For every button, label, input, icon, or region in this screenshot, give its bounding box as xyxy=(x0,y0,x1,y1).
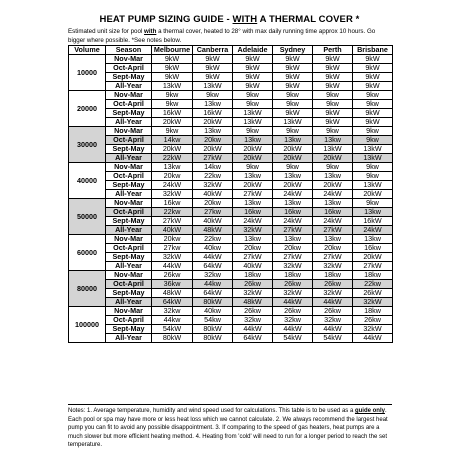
value-cell: 16kw xyxy=(353,244,393,253)
value-cell: 9kW xyxy=(353,118,393,127)
season-cell: Sept-May xyxy=(106,145,152,154)
value-cell: 9kw xyxy=(313,127,353,136)
value-cell: 32kW xyxy=(313,289,353,298)
value-cell: 9kw xyxy=(273,91,313,100)
value-cell: 13kw xyxy=(233,172,273,181)
season-cell: Sept-May xyxy=(106,217,152,226)
season-cell: Nov-Mar xyxy=(106,199,152,208)
value-cell: 9kW xyxy=(313,64,353,73)
value-cell: 27kW xyxy=(273,253,313,262)
value-cell: 9kW xyxy=(233,82,273,91)
value-cell: 9kW xyxy=(313,109,353,118)
value-cell: 9kw xyxy=(353,172,393,181)
table-row xyxy=(69,181,393,190)
value-cell: 26kw xyxy=(152,271,193,280)
value-cell: 27kW xyxy=(152,217,193,226)
intro-part1: Estimated unit size for pool xyxy=(68,28,145,35)
volume-group xyxy=(69,271,393,307)
table-row xyxy=(69,190,393,199)
value-cell: 32kw xyxy=(313,316,353,325)
value-cell: 36kw xyxy=(152,280,193,289)
value-cell: 44kW xyxy=(273,298,313,307)
value-cell: 32kw xyxy=(273,316,313,325)
value-cell: 20kW xyxy=(353,253,393,262)
value-cell: 9kW xyxy=(233,64,273,73)
value-cell: 16kw xyxy=(233,208,273,217)
value-cell: 9kW xyxy=(353,82,393,91)
value-cell: 9kw xyxy=(353,91,393,100)
value-cell: 13kw xyxy=(353,208,393,217)
season-cell: All-Year xyxy=(106,226,152,235)
value-cell: 44kW xyxy=(313,298,353,307)
table-row xyxy=(69,271,393,280)
value-cell: 26kw xyxy=(273,280,313,289)
table-row xyxy=(69,154,393,163)
volume-cell: 10000 xyxy=(69,55,106,91)
value-cell: 9kW xyxy=(233,73,273,82)
value-cell: 24kW xyxy=(353,226,393,235)
value-cell: 32kW xyxy=(152,190,193,199)
value-cell: 20kw xyxy=(193,136,233,145)
season-cell: Oct-April xyxy=(106,316,152,325)
value-cell: 26kw xyxy=(233,280,273,289)
value-cell: 9kw xyxy=(152,100,193,109)
title-underlined: WITH xyxy=(232,14,258,25)
value-cell: 13kW xyxy=(152,82,193,91)
value-cell: 20kW xyxy=(273,145,313,154)
value-cell: 16kw xyxy=(273,208,313,217)
column-header: Brisbane xyxy=(353,46,393,55)
value-cell: 22kw xyxy=(193,172,233,181)
season-cell: Oct-April xyxy=(106,208,152,217)
value-cell: 9kw xyxy=(313,100,353,109)
table-row xyxy=(69,91,393,100)
value-cell: 26kw xyxy=(273,307,313,316)
value-cell: 32kw xyxy=(233,316,273,325)
value-cell: 20kW xyxy=(273,154,313,163)
value-cell: 13kW xyxy=(233,109,273,118)
value-cell: 9kw xyxy=(353,127,393,136)
volume-cell: 100000 xyxy=(69,307,106,343)
value-cell: 13kW xyxy=(353,145,393,154)
table-row xyxy=(69,199,393,208)
value-cell: 22kw xyxy=(193,235,233,244)
value-cell: 20kw xyxy=(152,235,193,244)
value-cell: 9kw xyxy=(353,163,393,172)
volume-group xyxy=(69,163,393,199)
value-cell: 27kW xyxy=(313,226,353,235)
value-cell: 20kW xyxy=(152,145,193,154)
value-cell: 16kw xyxy=(313,208,353,217)
value-cell: 20kW xyxy=(273,181,313,190)
value-cell: 9kW xyxy=(313,82,353,91)
value-cell: 26kw xyxy=(313,280,353,289)
season-cell: All-Year xyxy=(106,334,152,343)
value-cell: 13kW xyxy=(313,145,353,154)
season-cell: All-Year xyxy=(106,262,152,271)
value-cell: 24kW xyxy=(152,181,193,190)
value-cell: 20kw xyxy=(233,244,273,253)
season-cell: Sept-May xyxy=(106,181,152,190)
season-cell: Oct-April xyxy=(106,172,152,181)
value-cell: 9kw xyxy=(273,100,313,109)
value-cell: 13kw xyxy=(313,136,353,145)
value-cell: 16kW xyxy=(193,109,233,118)
season-cell: Sept-May xyxy=(106,289,152,298)
value-cell: 64kW xyxy=(193,262,233,271)
value-cell: 48kW xyxy=(233,298,273,307)
value-cell: 9kw xyxy=(353,136,393,145)
value-cell: 32kW xyxy=(233,226,273,235)
season-cell: Nov-Mar xyxy=(106,163,152,172)
value-cell: 40kW xyxy=(193,217,233,226)
table-row xyxy=(69,307,393,316)
value-cell: 9kw xyxy=(353,199,393,208)
season-cell: Sept-May xyxy=(106,253,152,262)
value-cell: 27kW xyxy=(193,154,233,163)
value-cell: 9kW xyxy=(193,55,233,64)
value-cell: 24kW xyxy=(273,217,313,226)
value-cell: 22kw xyxy=(152,208,193,217)
value-cell: 80kW xyxy=(193,298,233,307)
value-cell: 13kw xyxy=(233,235,273,244)
value-cell: 14kw xyxy=(193,163,233,172)
value-cell: 9kW xyxy=(193,64,233,73)
value-cell: 40kw xyxy=(193,307,233,316)
table-row xyxy=(69,316,393,325)
value-cell: 32kW xyxy=(313,262,353,271)
value-cell: 13kw xyxy=(273,136,313,145)
value-cell: 9kw xyxy=(273,163,313,172)
value-cell: 27kw xyxy=(193,208,233,217)
value-cell: 9kW xyxy=(152,64,193,73)
table-row xyxy=(69,217,393,226)
volume-group xyxy=(69,91,393,127)
table-row xyxy=(69,244,393,253)
value-cell: 18kw xyxy=(353,307,393,316)
value-cell: 54kW xyxy=(273,334,313,343)
table-row xyxy=(69,226,393,235)
value-cell: 9kw xyxy=(233,100,273,109)
volume-cell: 40000 xyxy=(69,163,106,199)
value-cell: 32kW xyxy=(273,262,313,271)
value-cell: 54kw xyxy=(193,316,233,325)
value-cell: 13kW xyxy=(273,118,313,127)
value-cell: 80kW xyxy=(193,334,233,343)
intro-underlined: with xyxy=(144,28,157,35)
value-cell: 13kw xyxy=(193,100,233,109)
value-cell: 64kW xyxy=(193,289,233,298)
value-cell: 20kW xyxy=(233,154,273,163)
value-cell: 27kW xyxy=(353,262,393,271)
column-header: Canberra xyxy=(193,46,233,55)
column-header: Melbourne xyxy=(152,46,193,55)
column-header: Season xyxy=(106,46,152,55)
notes xyxy=(68,404,392,450)
value-cell: 32kW xyxy=(152,253,193,262)
value-cell: 27kW xyxy=(233,253,273,262)
value-cell: 16kw xyxy=(152,199,193,208)
value-cell: 32kW xyxy=(353,298,393,307)
value-cell: 9kw xyxy=(152,91,193,100)
season-cell: Oct-April xyxy=(106,64,152,73)
value-cell: 13kw xyxy=(233,199,273,208)
intro-text xyxy=(68,27,392,45)
value-cell: 32kW xyxy=(233,289,273,298)
value-cell: 9kW xyxy=(152,55,193,64)
value-cell: 20kW xyxy=(193,118,233,127)
value-cell: 9kw xyxy=(353,100,393,109)
value-cell: 18kw xyxy=(353,271,393,280)
table-row xyxy=(69,73,393,82)
table-row xyxy=(69,109,393,118)
value-cell: 44kw xyxy=(193,280,233,289)
intro-part2: a thermal cover, heated to 28° with max daily running time approx 10 hours. Go bigger where possible. *See notes below. xyxy=(68,28,376,44)
value-cell: 44kw xyxy=(152,316,193,325)
table-row xyxy=(69,298,393,307)
value-cell: 9kw xyxy=(233,91,273,100)
notes-underlined: guide only xyxy=(354,408,385,414)
notes-part2: . Each pool or spa may have more or less heat loss which we cannot calculate. 2. We always recommend the largest heat pump you can fit to avoid any possible disappointment. 3. If comparing to the speed of gas heaters, heat pumps are a much slower but more efficient heating method. 4. Heating from 'cold' will need to run for a longer period to reach the set temperature. xyxy=(68,408,388,449)
value-cell: 9kw xyxy=(313,163,353,172)
value-cell: 27kW xyxy=(233,190,273,199)
value-cell: 20kW xyxy=(353,190,393,199)
value-cell: 27kw xyxy=(152,244,193,253)
value-cell: 22kw xyxy=(353,280,393,289)
value-cell: 9kW xyxy=(353,109,393,118)
value-cell: 9kW xyxy=(273,64,313,73)
value-cell: 32kw xyxy=(193,271,233,280)
value-cell: 9kW xyxy=(233,55,273,64)
table-row xyxy=(69,172,393,181)
volume-group xyxy=(69,127,393,163)
value-cell: 26kw xyxy=(233,307,273,316)
volume-cell: 80000 xyxy=(69,271,106,307)
table-row xyxy=(69,235,393,244)
value-cell: 9kw xyxy=(152,127,193,136)
season-cell: Oct-April xyxy=(106,244,152,253)
value-cell: 44kW xyxy=(353,334,393,343)
value-cell: 44kW xyxy=(193,253,233,262)
value-cell: 13kw xyxy=(273,199,313,208)
table-row xyxy=(69,253,393,262)
value-cell: 13kw xyxy=(313,172,353,181)
value-cell: 26kw xyxy=(313,307,353,316)
volume-cell: 30000 xyxy=(69,127,106,163)
value-cell: 9kW xyxy=(313,118,353,127)
sizing-table xyxy=(68,45,393,343)
value-cell: 13kw xyxy=(273,172,313,181)
value-cell: 9kW xyxy=(273,82,313,91)
value-cell: 20kW xyxy=(152,118,193,127)
season-cell: Nov-Mar xyxy=(106,127,152,136)
value-cell: 18kw xyxy=(233,271,273,280)
value-cell: 22kW xyxy=(152,154,193,163)
value-cell: 9kw xyxy=(313,91,353,100)
table-row xyxy=(69,55,393,64)
value-cell: 9kW xyxy=(273,55,313,64)
season-cell: Nov-Mar xyxy=(106,271,152,280)
value-cell: 9kW xyxy=(313,55,353,64)
value-cell: 40kW xyxy=(233,262,273,271)
column-header: Adelaide xyxy=(233,46,273,55)
season-cell: Nov-Mar xyxy=(106,91,152,100)
value-cell: 9kW xyxy=(353,73,393,82)
value-cell: 40kW xyxy=(152,226,193,235)
season-cell: Sept-May xyxy=(106,73,152,82)
table-row xyxy=(69,208,393,217)
value-cell: 13kW xyxy=(233,118,273,127)
value-cell: 13kW xyxy=(193,82,233,91)
value-cell: 16kW xyxy=(152,109,193,118)
table-row xyxy=(69,325,393,334)
value-cell: 13kw xyxy=(353,235,393,244)
value-cell: 26kW xyxy=(353,289,393,298)
value-cell: 20kw xyxy=(152,172,193,181)
value-cell: 13kW xyxy=(353,154,393,163)
season-cell: Nov-Mar xyxy=(106,55,152,64)
value-cell: 32kW xyxy=(193,181,233,190)
sizing-guide-sheet xyxy=(64,0,395,460)
value-cell: 44kW xyxy=(273,325,313,334)
value-cell: 13kw xyxy=(152,163,193,172)
season-cell: All-Year xyxy=(106,118,152,127)
season-cell: Nov-Mar xyxy=(106,235,152,244)
season-cell: Sept-May xyxy=(106,109,152,118)
value-cell: 13kW xyxy=(353,181,393,190)
value-cell: 44kW xyxy=(313,325,353,334)
value-cell: 9kW xyxy=(313,73,353,82)
value-cell: 32kW xyxy=(353,325,393,334)
value-cell: 9kw xyxy=(273,127,313,136)
value-cell: 9kW xyxy=(152,73,193,82)
volume-cell: 60000 xyxy=(69,235,106,271)
season-cell: All-Year xyxy=(106,298,152,307)
value-cell: 13kw xyxy=(313,199,353,208)
volume-group xyxy=(69,55,393,91)
season-cell: All-Year xyxy=(106,82,152,91)
value-cell: 27kW xyxy=(273,226,313,235)
table-row xyxy=(69,136,393,145)
value-cell: 40kW xyxy=(193,190,233,199)
value-cell: 16kW xyxy=(353,217,393,226)
value-cell: 20kW xyxy=(313,154,353,163)
value-cell: 27kW xyxy=(313,253,353,262)
volume-group xyxy=(69,199,393,235)
season-cell: Oct-April xyxy=(106,280,152,289)
table-row xyxy=(69,334,393,343)
title-suffix: A THERMAL COVER * xyxy=(257,14,360,25)
title-prefix: HEAT PUMP SIZING GUIDE - xyxy=(99,14,233,25)
value-cell: 9kw xyxy=(233,163,273,172)
table-row xyxy=(69,82,393,91)
volume-cell: 50000 xyxy=(69,199,106,235)
volume-group xyxy=(69,307,393,343)
value-cell: 24kW xyxy=(313,217,353,226)
value-cell: 13kw xyxy=(193,127,233,136)
season-cell: All-Year xyxy=(106,190,152,199)
value-cell: 9kw xyxy=(233,127,273,136)
value-cell: 9kW xyxy=(353,64,393,73)
value-cell: 9kW xyxy=(273,109,313,118)
value-cell: 54kW xyxy=(152,325,193,334)
value-cell: 20kW xyxy=(233,181,273,190)
table-row xyxy=(69,127,393,136)
value-cell: 18kw xyxy=(313,271,353,280)
table-row xyxy=(69,289,393,298)
value-cell: 24kW xyxy=(233,217,273,226)
season-cell: All-Year xyxy=(106,154,152,163)
table-row xyxy=(69,64,393,73)
value-cell: 20kw xyxy=(313,244,353,253)
value-cell: 24kW xyxy=(313,190,353,199)
volume-group xyxy=(69,235,393,271)
table-row xyxy=(69,280,393,289)
value-cell: 13kw xyxy=(313,235,353,244)
table-row xyxy=(69,262,393,271)
table-header-row xyxy=(69,46,393,55)
season-cell: Nov-Mar xyxy=(106,307,152,316)
value-cell: 24kW xyxy=(273,190,313,199)
column-header: Perth xyxy=(313,46,353,55)
value-cell: 48kW xyxy=(152,289,193,298)
value-cell: 9kW xyxy=(273,73,313,82)
value-cell: 18kw xyxy=(273,271,313,280)
value-cell: 9kW xyxy=(193,73,233,82)
table-row xyxy=(69,163,393,172)
column-header: Sydney xyxy=(273,46,313,55)
volume-cell: 20000 xyxy=(69,91,106,127)
value-cell: 20kw xyxy=(193,199,233,208)
value-cell: 64kW xyxy=(152,298,193,307)
value-cell: 20kW xyxy=(313,181,353,190)
value-cell: 20kW xyxy=(193,145,233,154)
notes-part1: Notes: 1. Average temperature, humidity and wind speed used for calculations. This table is to be used as a xyxy=(68,408,355,414)
value-cell: 9kW xyxy=(353,55,393,64)
table-row xyxy=(69,100,393,109)
value-cell: 40kw xyxy=(193,244,233,253)
value-cell: 14kw xyxy=(152,136,193,145)
value-cell: 32kw xyxy=(152,307,193,316)
value-cell: 13kw xyxy=(273,235,313,244)
value-cell: 44kW xyxy=(233,325,273,334)
value-cell: 80kW xyxy=(193,325,233,334)
value-cell: 48kW xyxy=(193,226,233,235)
value-cell: 20kW xyxy=(233,145,273,154)
value-cell: 80kW xyxy=(152,334,193,343)
season-cell: Oct-April xyxy=(106,136,152,145)
column-header: Volume xyxy=(69,46,106,55)
value-cell: 9kw xyxy=(193,91,233,100)
value-cell: 20kw xyxy=(273,244,313,253)
page-title xyxy=(64,14,395,25)
value-cell: 64kW xyxy=(233,334,273,343)
value-cell: 26kw xyxy=(353,316,393,325)
value-cell: 32kW xyxy=(273,289,313,298)
value-cell: 13kw xyxy=(233,136,273,145)
season-cell: Sept-May xyxy=(106,325,152,334)
table-row xyxy=(69,118,393,127)
table-row xyxy=(69,145,393,154)
season-cell: Oct-April xyxy=(106,100,152,109)
value-cell: 44kW xyxy=(152,262,193,271)
value-cell: 54kW xyxy=(313,334,353,343)
